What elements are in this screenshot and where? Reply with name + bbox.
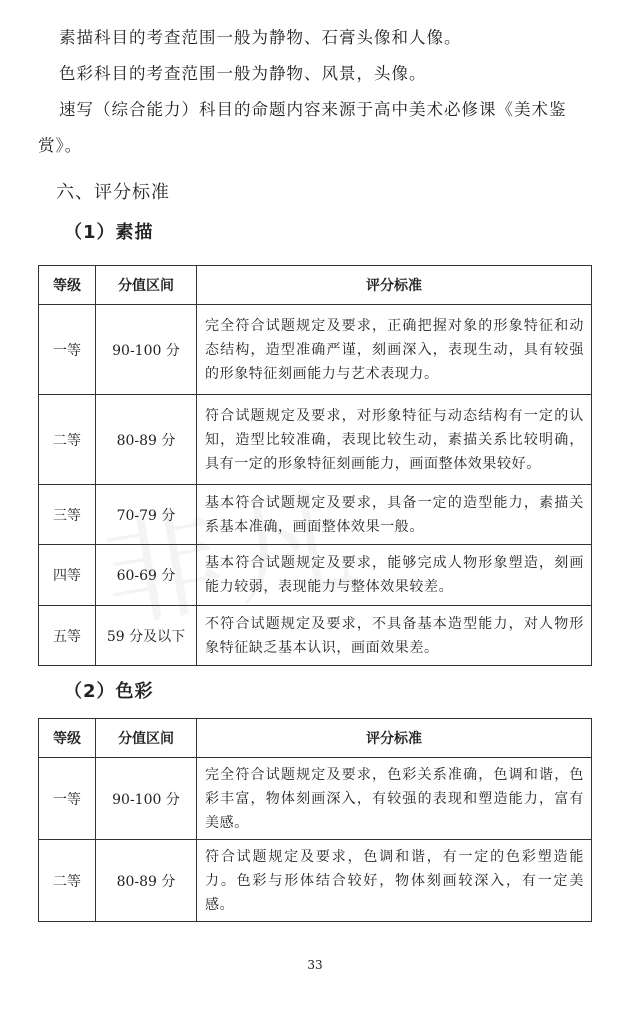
level-cell: 五等: [39, 606, 96, 666]
header-level: 等级: [39, 266, 96, 305]
table-row: [39, 545, 592, 606]
criteria-cell: 不符合试题规定及要求，不具备基本造型能力，对人物形象特征缺乏基本认识，画面效果差。: [197, 606, 592, 666]
section-title: 六、评分标准: [56, 182, 170, 203]
sketch-scoring-table: [38, 265, 592, 666]
header-score-range: 分值区间: [96, 719, 197, 758]
criteria-cell: 基本符合试题规定及要求，能够完成人物形象塑造，刻画能力较弱，表现能力与整体效果较差。: [197, 545, 592, 606]
header-level: 等级: [39, 719, 96, 758]
score-cell: 80-89 分: [96, 840, 197, 922]
table-row: [39, 606, 592, 666]
table-row: [39, 305, 592, 395]
score-cell: 90-100 分: [96, 305, 197, 395]
color-subsection-title: （2）色彩: [64, 681, 154, 702]
table-row: [39, 395, 592, 485]
score-cell: 70-79 分: [96, 485, 197, 545]
level-cell: 三等: [39, 485, 96, 545]
score-cell: 90-100 分: [96, 758, 197, 840]
intro-paragraph-color-scope: 色彩科目的考查范围一般为静物、风景，头像。: [59, 64, 427, 83]
criteria-cell: 完全符合试题规定及要求，色彩关系准确，色调和谐，色彩丰富，物体刻画深入，有较强的表现和塑造能力，富有美感。: [197, 758, 592, 840]
score-cell: 60-69 分: [96, 545, 197, 606]
criteria-cell: 完全符合试题规定及要求，正确把握对象的形象特征和动态结构，造型准确严谨，刻画深入，表现生动，具有较强的形象特征刻画能力与艺术表现力。: [197, 305, 592, 395]
table-row: [39, 840, 592, 922]
level-cell: 二等: [39, 840, 96, 922]
header-criteria: 评分标准: [197, 719, 592, 758]
criteria-cell: 符合试题规定及要求，对形象特征与动态结构有一定的认知，造型比较准确，表现比较生动，素描关系比较明确，具有一定的形象特征刻画能力，画面整体效果较好。: [197, 395, 592, 485]
table-header-row: [39, 266, 592, 305]
score-cell: 80-89 分: [96, 395, 197, 485]
intro-paragraph-quick-sketch-scope: 速写（综合能力）科目的命题内容来源于高中美术必修课《美术鉴赏》。: [38, 100, 567, 155]
sketch-subsection-title: （1）素描: [64, 222, 154, 243]
level-cell: 二等: [39, 395, 96, 485]
header-score-range: 分值区间: [96, 266, 197, 305]
score-cell: 59 分及以下: [96, 606, 197, 666]
table-header-row: [39, 719, 592, 758]
color-scoring-table: [38, 718, 592, 922]
level-cell: 四等: [39, 545, 96, 606]
table-row: [39, 758, 592, 840]
intro-paragraph-sketch-scope: 素描科目的考查范围一般为静物、石膏头像和人像。: [59, 28, 462, 47]
level-cell: 一等: [39, 758, 96, 840]
table-row: [39, 485, 592, 545]
page-number: 33: [307, 958, 323, 972]
criteria-cell: 基本符合试题规定及要求，具备一定的造型能力，素描关系基本准确，画面整体效果一般。: [197, 485, 592, 545]
criteria-cell: 符合试题规定及要求，色调和谐，有一定的色彩塑造能力。色彩与形体结合较好，物体刻画较深入，有一定美感。: [197, 840, 592, 922]
level-cell: 一等: [39, 305, 96, 395]
header-criteria: 评分标准: [197, 266, 592, 305]
